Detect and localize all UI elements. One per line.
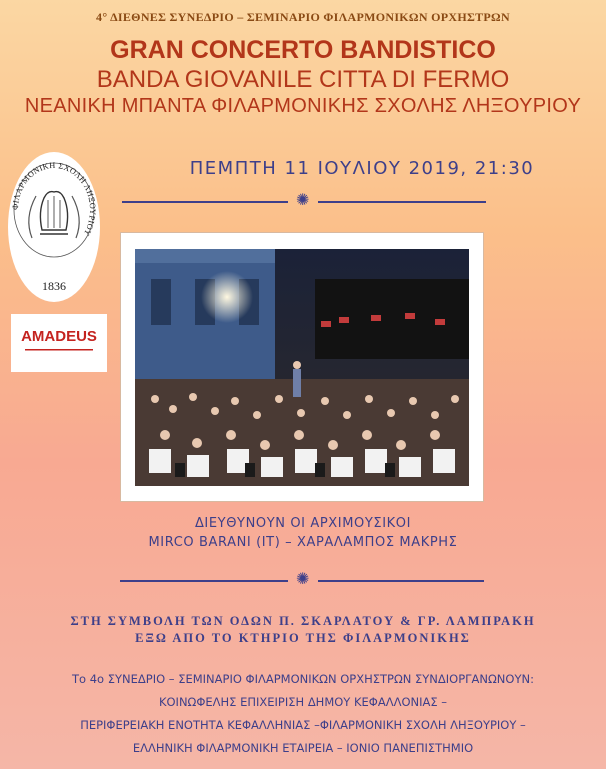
amadeus-logo-text: AMADEUS — [21, 328, 97, 345]
venue-line-1: ΣΤΗ ΣΥΜΒΟΛΗ ΤΩΝ ΟΔΩΝ Π. ΣΚΑΡΛΑΤΟΥ & ΓΡ. ΛΑΜΠΡΑΚΗ — [70, 614, 536, 628]
seal-icon — [8, 152, 100, 302]
organizers-line-2: ΚΟΙΝΩΦΕΛΗΣ ΕΠΙΧΕΙΡΙΣΗ ΔΗΜΟΥ ΚΕΦΑΛΛΟΝΙΑΣ – — [158, 695, 448, 709]
organizers-intro: Το 4ο ΣΥΝΕΔΡΙΟ – ΣΕΜΙΝΑΡΙΟ ΦΙΛΑΡΜΟΝΙΚΩΝ ΟΡΧΗΣΤΡΩΝ ΣΥΝΔΙΟΡΓΑΝΩΝΟΥΝ: — [72, 672, 534, 686]
divider-right — [318, 201, 486, 203]
star-burst-icon: ✺ — [296, 192, 310, 209]
venue-line-2: ΕΞΩ ΑΠΟ ΤΟ ΚΤΗΡΙΟ ΤΗΣ ΦΙΛΑΡΜΟΝΙΚΗΣ — [135, 631, 471, 645]
conductors-names: MIRCO BARANI (IT) – ΧΑΡΑΛΑΜΠΟΣ ΜΑΚΡΗΣ — [148, 535, 458, 550]
concert-photo-frame — [120, 232, 484, 502]
organizers-line-3: ΠΕΡΙΦΕΡΕΙΑΚΗ ΕΝΟΤΗΤΑ ΚΕΦΑΛΛΗΝΙΑΣ –ΦΙΛΑΡΜΟΝΙΚΗ ΣΧΟΛΗ ΛΗΞΟΥΡΙΟΥ – — [80, 718, 526, 732]
event-date-time: ΠΕΜΠΤΗ 11 ΙΟΥΛΙΟΥ 2019, 21:30 — [189, 158, 535, 179]
tagline-mark-icon — [15, 348, 103, 352]
seal-year: 1836 — [42, 279, 66, 293]
divider-right-2 — [318, 580, 484, 582]
conference-heading: 4° ΔΙΕΘΝΕΣ ΣΥΝΕΔΡΙΟ – ΣΕΜΙΝΑΡΙΟ ΦΙΛΑΡΜΟΝΙΚΩΝ ΟΡΧΗΣΤΡΩΝ — [96, 10, 510, 24]
concert-title: GRAN CONCERTO BANDISTICO — [110, 36, 496, 64]
conductors-heading: ΔΙΕΥΘΥΝΟΥΝ ΟΙ ΑΡΧΙΜΟΥΣΙΚΟΙ — [194, 516, 412, 531]
philharmonic-seal-logo — [8, 152, 100, 302]
band-name: BANDA GIOVANILE CITTA DI FERMO — [96, 66, 510, 93]
star-burst-icon: ✺ — [296, 571, 310, 588]
seal-ring-text: ΦΙΛΑΡΜΟΝΙΚΗ ΣΧΟΛΗ ΛΗΞΟΥΡΙΟΥ — [10, 160, 98, 238]
amadeus-logo — [11, 314, 107, 372]
divider-left-2 — [120, 580, 288, 582]
amadeus-logo-tagline — [15, 348, 103, 354]
organizers-line-4: ΕΛΛΗΝΙΚΗ ΦΙΛΑΡΜΟΝΙΚΗ ΕΤΑΙΡΕΙΑ – ΙΟΝΙΟ ΠΑΝΕΠΙΣΤΗΜΙΟ — [132, 741, 474, 755]
concert-photo — [135, 249, 469, 486]
divider-left — [122, 201, 288, 203]
greek-band-name: ΝΕΑΝΙΚΗ ΜΠΑΝΤΑ ΦΙΛΑΡΜΟΝΙΚΗΣ ΣΧΟΛΗΣ ΛΗΞΟΥΡΙΟΥ — [24, 95, 582, 117]
